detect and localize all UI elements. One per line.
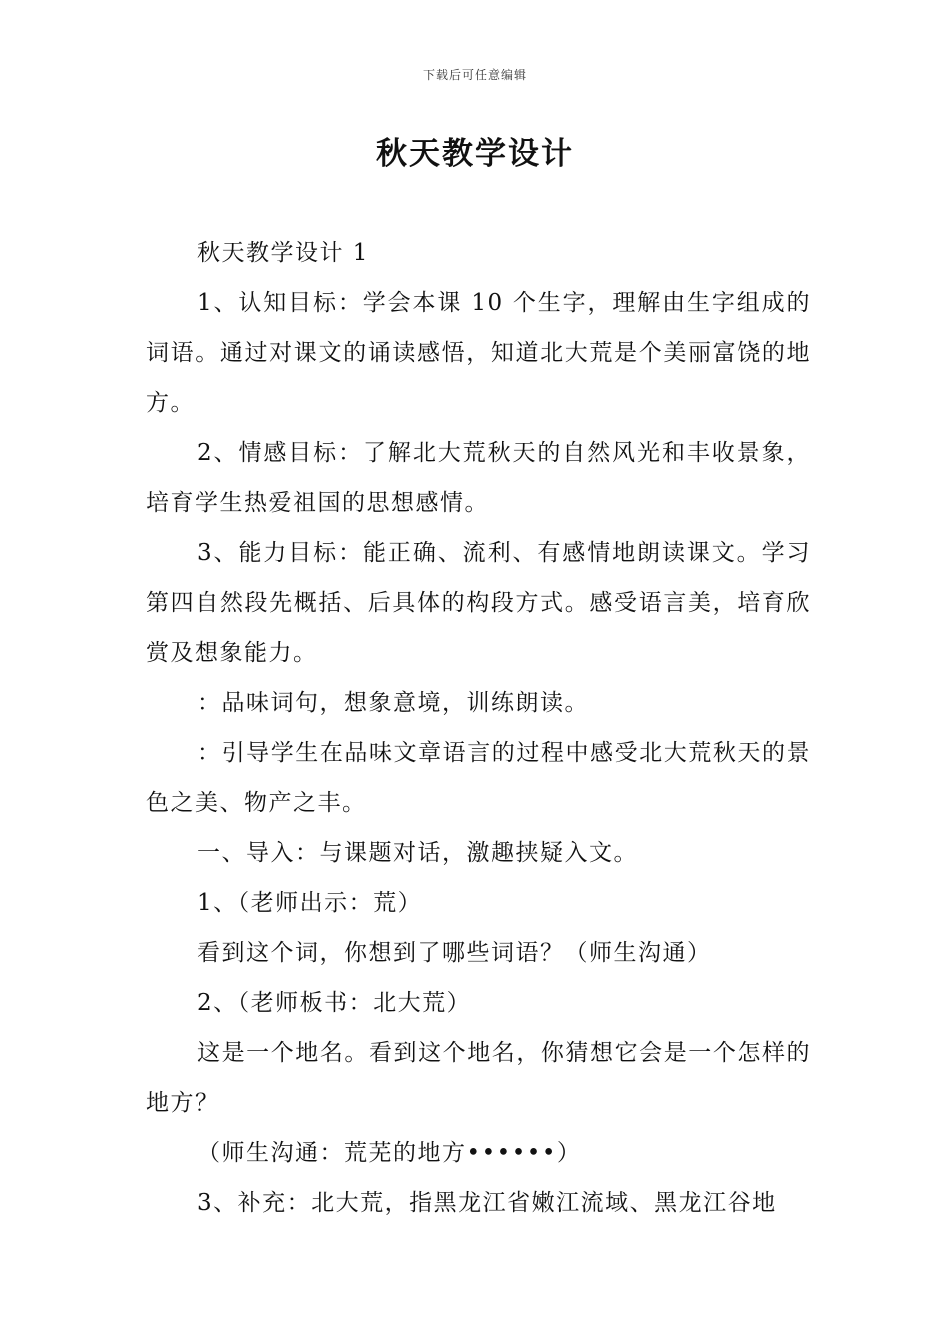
document-body	[146, 228, 811, 1228]
difficulty-paragraph: ：引导学生在品味文章语言的过程中感受北大荒秋天的景色之美、物产之丰。	[146, 740, 811, 816]
section-heading: 秋天教学设计 1	[197, 240, 369, 266]
step-2-question: 这是一个地名。看到这个地名，你猜想它会是一个怎样的地方？	[146, 1040, 811, 1116]
intro-step-heading: 一、导入：与课题对话，激趣挟疑入文。	[197, 840, 638, 866]
emotional-goal-paragraph: 2、情感目标：了解北大荒秋天的自然风光和丰收景象，培育学生热爱祖国的思想感情。	[146, 440, 811, 516]
cognitive-goal-paragraph: 1、认知目标：学会本课 10 个生字，理解由生字组成的词语。通过对课文的诵读感悟，知道北大荒是个美丽富饶的地方。	[146, 290, 811, 416]
header-note: 下载后可任意编辑	[422, 68, 527, 82]
step-1-question: 看到这个词，你想到了哪些词语？（师生沟通）	[197, 940, 712, 966]
step-3-paragraph: 3、补充：北大荒，指黑龙江省嫩江流域、黑龙江谷地	[197, 1190, 777, 1216]
key-point-paragraph: ：品味词句，想象意境，训练朗读。	[197, 690, 589, 716]
step-2-paragraph: 2、（老师板书：北大荒）	[197, 990, 472, 1016]
step-1-paragraph: 1、（老师出示：荒）	[197, 890, 423, 916]
ability-goal-paragraph: 3、能力目标：能正确、流利、有感情地朗读课文。学习第四自然段先概括、后具体的构段方式。感受语言美，培育欣赏及想象能力。	[146, 540, 811, 666]
document-title: 秋天教学设计	[376, 136, 574, 172]
step-2-discussion: （师生沟通：荒芜的地方••••••）	[197, 1140, 582, 1166]
